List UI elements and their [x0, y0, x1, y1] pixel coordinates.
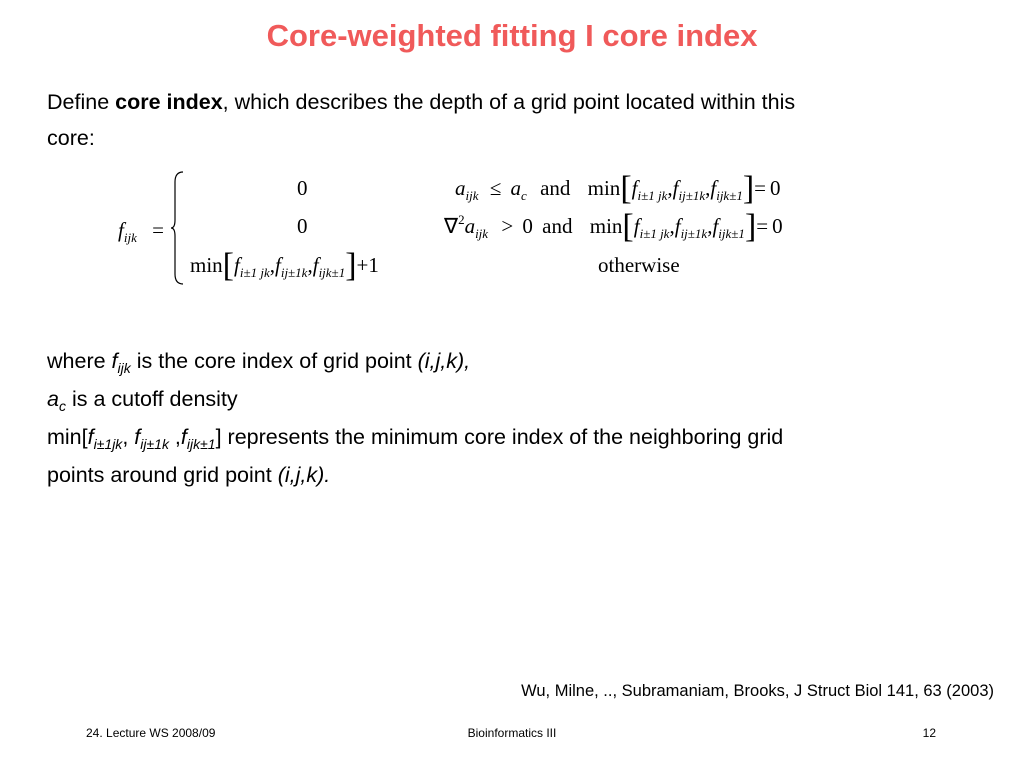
intro-paragraph	[47, 84, 987, 156]
intro-line-1: Define core index, which describes the depth of a grid point located within this	[47, 90, 796, 114]
case1-condition: $a_{ijk} \le a_c$ and $\min[f_{i\pm 1 jk},f_{ij\pm 1k},f_{ijk\pm 1}]= 0$	[455, 170, 781, 207]
case2-condition: $\nabla^2a_{ijk} > 0$ and $\min[f_{i\pm 1 jk},f_{ij\pm 1k},f_{ijk\pm 1}]= 0$	[444, 208, 783, 245]
definitions	[47, 343, 987, 493]
footer-center: Bioinformatics III	[467, 726, 557, 740]
case3-condition: otherwise	[598, 253, 680, 277]
case1-value: 0	[297, 176, 308, 200]
def-fijk: where $f_{ijk}$ is the core index of grid point (i,j,k),	[47, 349, 471, 376]
def-ac: $a_c$ is a cutoff density	[47, 387, 238, 414]
left-brace	[170, 170, 186, 286]
slide-title: Core-weighted fitting I core index	[266, 18, 758, 53]
footer-left: 24. Lecture WS 2008/09	[86, 726, 216, 740]
page-number: 12	[922, 726, 936, 740]
case3-value: $\min[f_{i\pm 1 jk},f_{ij\pm 1k},f_{ijk\pm 1}]+1$	[190, 247, 379, 284]
core-index-term: core index	[115, 90, 223, 114]
citation: Wu, Milne, .., Subramaniam, Brooks, J Struct Biol 141, 63 (2003)	[521, 682, 994, 700]
def-min: $\min[f_{i\pm 1jk}$, $f_{ij\pm 1k}$ $,f_{ijk\pm 1}$] represents the minimum core index of the neighboring grid	[47, 425, 784, 452]
case2-value: 0	[297, 214, 308, 238]
def-min-cont: points around grid point (i,j,k).	[47, 463, 331, 487]
equation-lhs: $f_{ijk}$ =	[118, 218, 164, 245]
intro-line-2: core:	[47, 126, 95, 150]
